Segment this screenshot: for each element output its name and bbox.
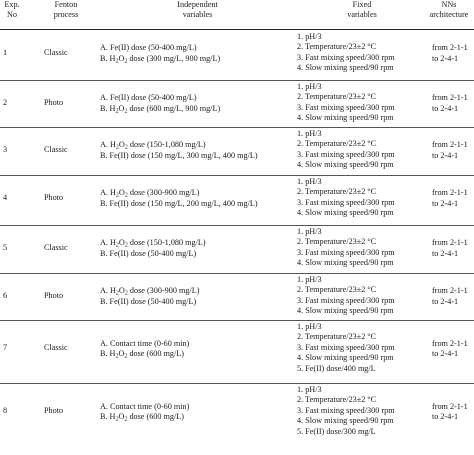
fenton-process: Photo <box>44 97 64 107</box>
independent-variable: B. $H_2O_2$ dose (600 mg/L) <box>100 349 185 360</box>
fixed-variable: 1. pH/3 <box>297 129 322 138</box>
fenton-process: Classic <box>44 144 68 154</box>
header-fixed-variables <box>300 0 424 19</box>
independent-variables-cell <box>100 140 295 161</box>
independent-variables-cell <box>100 402 295 423</box>
independent-variables-cell <box>100 188 295 209</box>
nn-architecture-cell <box>432 188 474 209</box>
fixed-variable: 4. Slow mixing speed/90 rpm <box>297 113 394 123</box>
nn-architecture: to 2-4-1 <box>432 103 459 113</box>
fixed-variable: 1. pH/3 <box>297 275 322 284</box>
nn-architecture: from 2-1-1 <box>432 238 468 248</box>
nn-architecture: to 2-4-1 <box>432 412 459 421</box>
independent-variables-cell <box>100 286 295 307</box>
nn-architecture-cell <box>432 339 474 360</box>
independent-variable: A. Fe(II) dose (50-400 mg/L) <box>100 93 197 103</box>
fixed-variable: 3. Fast mixing speed/300 rpm <box>297 149 395 159</box>
table-row <box>0 225 474 273</box>
independent-variable: B. Fe(II) dose (50-400 mg/L) <box>100 296 197 306</box>
nn-architecture: to 2-4-1 <box>432 296 459 306</box>
nn-architecture-cell <box>432 402 474 423</box>
fixed-variable: 4. Slow mixing speed/90 rpm <box>297 160 394 170</box>
exp-number: 8 <box>3 405 8 415</box>
fixed-variables-cell <box>297 129 427 171</box>
fenton-process: Classic <box>44 47 68 57</box>
fixed-variable: 3. Fast mixing speed/300 rpm <box>297 405 395 415</box>
nn-architecture: to 2-4-1 <box>432 349 459 358</box>
fixed-variable: 4. Slow mixing speed/90 rpm <box>297 258 394 268</box>
fixed-variable: 2. Temperature/23±2 °C <box>297 187 377 197</box>
independent-variable: B. $H_2O_2$ dose (600 mg/L, 900 mg/L) <box>100 103 221 115</box>
nn-architecture: to 2-4-1 <box>432 150 459 160</box>
header-exp-no-line1: Exp. <box>4 0 20 9</box>
fenton-process: Photo <box>44 290 64 300</box>
header-fixed-line1: Fixed <box>352 0 372 9</box>
fixed-variable: 5. Fe(II) dose/400 mg/L <box>297 363 376 373</box>
independent-variable: A. $H_2O_2$ dose (300-900 mg/L) <box>100 188 200 199</box>
fixed-variable: 3. Fast mixing speed/300 rpm <box>297 295 395 305</box>
fixed-variables-cell <box>297 177 427 219</box>
fixed-variable: 1. pH/3 <box>297 82 322 91</box>
fixed-variable: 3. Fast mixing speed/300 rpm <box>297 247 395 257</box>
independent-variable: A. Contact time (0-60 min) <box>100 338 190 348</box>
table-row <box>0 30 474 80</box>
fenton-process: Photo <box>44 405 64 415</box>
nn-architecture: from 2-1-1 <box>432 401 468 411</box>
fixed-variable: 4. Slow mixing speed/90 rpm <box>297 306 394 316</box>
exp-number: 7 <box>3 342 8 352</box>
fixed-variable: 4. Slow mixing speed/90 rpm <box>297 63 394 73</box>
fixed-variable: 2. Temperature/23±2 °C <box>297 332 377 342</box>
fixed-variable: 1. pH/3 <box>297 322 322 331</box>
fenton-process: Photo <box>44 192 64 202</box>
fixed-variable: 2. Temperature/23±2 °C <box>297 42 377 52</box>
fixed-variable: 3. Fast mixing speed/300 rpm <box>297 102 395 112</box>
independent-variables-cell <box>100 93 295 114</box>
fixed-variable: 2. Temperature/23±2 °C <box>297 285 377 295</box>
table-row <box>0 175 474 225</box>
independent-variables-cell <box>100 339 295 360</box>
fixed-variable: 1. pH/3 <box>297 177 322 186</box>
independent-variable: A. Fe(II) dose (50-400 mg/L) <box>100 43 197 53</box>
exp-number: 4 <box>3 192 8 202</box>
fixed-variable: 3. Fast mixing speed/300 rpm <box>297 197 395 207</box>
header-nns-line2: architecture <box>429 9 469 19</box>
exp-number: 2 <box>3 97 8 107</box>
fixed-variable: 2. Temperature/23±2 °C <box>297 139 377 149</box>
fixed-variable: 1. pH/3 <box>297 385 322 394</box>
fixed-variable: 4. Slow mixing speed/90 rpm <box>297 353 394 363</box>
nn-architecture: from 2-1-1 <box>432 338 468 348</box>
independent-variable: B. Fe(II) dose (150 mg/L, 300 mg/L, 400 mg/L) <box>100 150 258 160</box>
header-exp-no <box>0 0 24 19</box>
fixed-variable: 3. Fast mixing speed/300 rpm <box>297 342 395 352</box>
header-independent-line1: Independent <box>177 0 218 9</box>
fixed-variable: 4. Slow mixing speed/90 rpm <box>297 416 394 426</box>
table-row <box>0 80 474 127</box>
exp-number: 3 <box>3 144 8 154</box>
fixed-variables-cell <box>297 227 427 269</box>
nn-architecture: from 2-1-1 <box>432 188 468 198</box>
nn-architecture: from 2-1-1 <box>432 43 468 53</box>
independent-variables-cell <box>100 238 295 259</box>
independent-variable: B. Fe(II) dose (150 mg/L, 200 mg/L, 400 mg/L) <box>100 198 258 208</box>
header-nns-architecture <box>424 0 474 19</box>
header-exp-no-line2: No <box>6 9 17 19</box>
table-row <box>0 383 474 455</box>
header-independent-line2: variables <box>182 9 213 19</box>
header-fenton-line1: Fenton <box>54 0 78 9</box>
fixed-variables-cell <box>297 82 427 124</box>
header-fenton-line2: process <box>53 9 79 19</box>
nn-architecture: to 2-4-1 <box>432 198 459 208</box>
nn-architecture-cell <box>432 43 474 64</box>
fixed-variables-cell <box>297 275 427 317</box>
nn-architecture: from 2-1-1 <box>432 286 468 296</box>
independent-variable: A. $H_2O_2$ dose (300-900 mg/L) <box>100 286 200 297</box>
exp-number: 6 <box>3 290 8 300</box>
fixed-variable: 2. Temperature/23±2 °C <box>297 92 377 102</box>
header-independent-variables <box>100 0 295 19</box>
table-row <box>0 127 474 175</box>
nn-architecture: to 2-4-1 <box>432 53 459 63</box>
fixed-variable: 4. Slow mixing speed/90 rpm <box>297 208 394 218</box>
table-header <box>0 0 474 28</box>
nn-architecture: from 2-1-1 <box>432 93 468 103</box>
fixed-variables-cell <box>297 32 427 74</box>
fixed-variable: 1. pH/3 <box>297 32 322 41</box>
fixed-variable: 3. Fast mixing speed/300 rpm <box>297 52 395 62</box>
fenton-process: Classic <box>44 242 68 252</box>
exp-number: 5 <box>3 242 8 252</box>
nn-architecture-cell <box>432 238 474 259</box>
fixed-variables-cell <box>297 322 427 374</box>
header-nns-line1: NNs <box>441 0 457 9</box>
nn-architecture: to 2-4-1 <box>432 248 459 258</box>
independent-variable: B. $H_2O_2$ dose (600 mg/L) <box>100 412 185 423</box>
fixed-variable: 2. Temperature/23±2 °C <box>297 395 377 405</box>
table-row <box>0 320 474 383</box>
fixed-variable: 5. Fe(II) dose/300 mg/L <box>297 426 376 436</box>
nn-architecture-cell <box>432 140 474 161</box>
fixed-variables-cell <box>297 385 427 437</box>
header-fixed-line2: variables <box>347 9 377 19</box>
independent-variable: A. $H_2O_2$ dose (150-1,080 mg/L) <box>100 140 206 151</box>
nn-architecture-cell <box>432 286 474 307</box>
fixed-variable: 1. pH/3 <box>297 227 322 236</box>
independent-variable: B. Fe(II) dose (50-400 mg/L) <box>100 248 197 258</box>
independent-variable: A. Contact time (0-60 min) <box>100 401 190 411</box>
nn-architecture: from 2-1-1 <box>432 140 468 150</box>
fixed-variable: 2. Temperature/23±2 °C <box>297 237 377 247</box>
independent-variable: A. $H_2O_2$ dose (150-1,080 mg/L) <box>100 238 206 249</box>
table-row <box>0 273 474 320</box>
header-fenton-process <box>40 0 92 19</box>
independent-variable: B. $H_2O_2$ dose (300 mg/L, 900 mg/L) <box>100 53 221 65</box>
nn-architecture-cell <box>432 93 474 114</box>
exp-number: 1 <box>3 47 8 57</box>
fenton-process: Classic <box>44 342 68 352</box>
independent-variables-cell <box>100 43 295 64</box>
